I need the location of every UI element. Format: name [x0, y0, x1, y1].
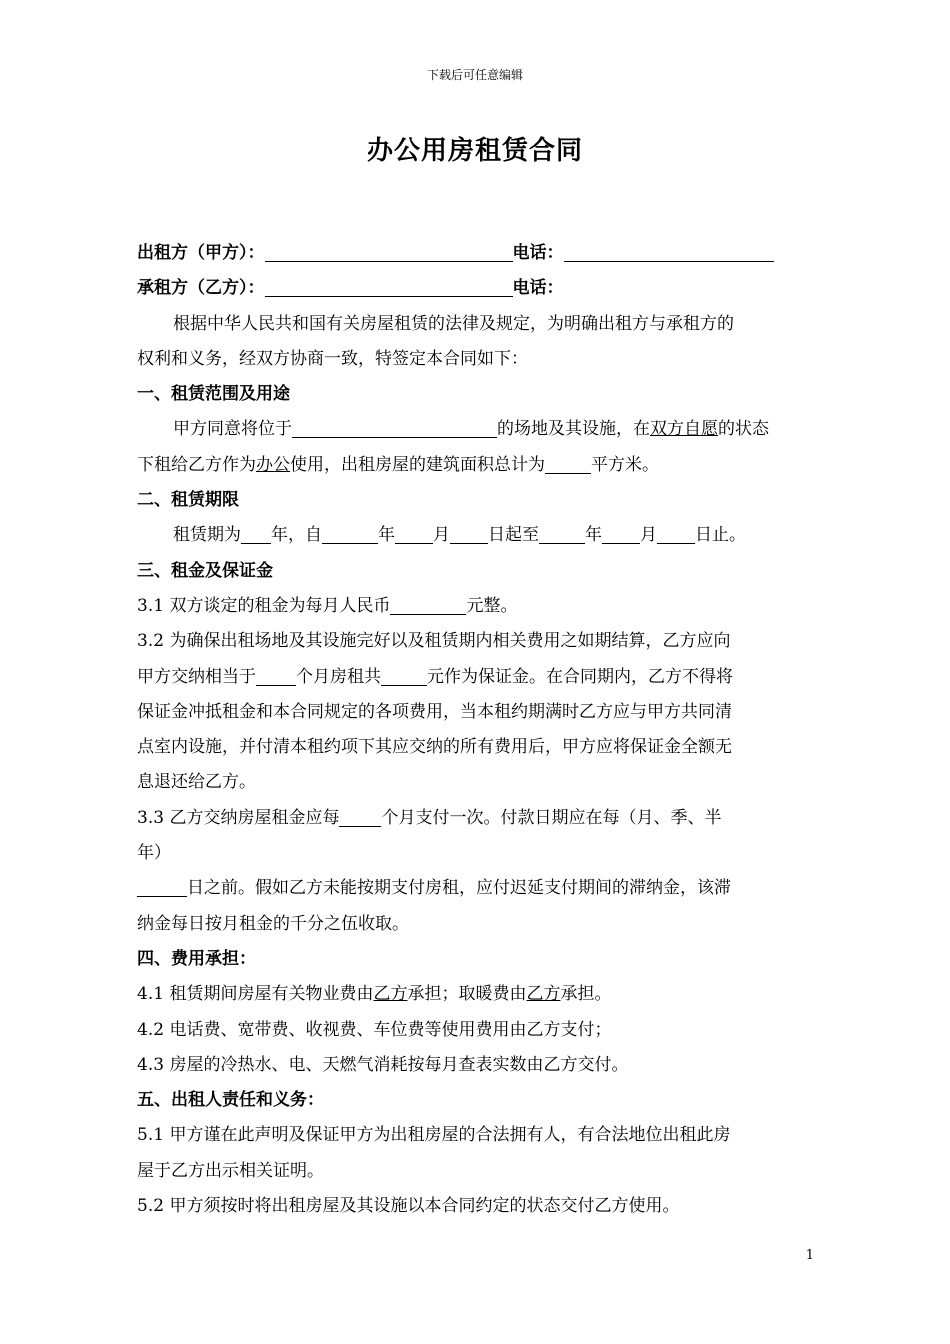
text-span: 的场地及其设施，在 — [497, 419, 650, 440]
start-year-blank — [322, 523, 378, 544]
section-5-heading: 五、出租人责任和义务： — [137, 1090, 324, 1111]
document-title: 办公用房租赁合同 — [366, 136, 583, 166]
party-b-phone-label: 电话： — [512, 278, 564, 299]
deposit-months-blank — [256, 665, 296, 686]
text-span: 年，自 — [271, 525, 322, 546]
text-span: 承担。 — [560, 984, 612, 1005]
clause-5-2: 5.2 甲方须按时将出租房屋及其设施以本合同约定的状态交付乙方使用。 — [137, 1196, 680, 1217]
location-blank — [292, 417, 497, 438]
text-span: 年 — [378, 525, 395, 546]
start-month-blank — [395, 523, 433, 544]
text-span: 年 — [585, 525, 602, 546]
payment-interval-blank — [339, 806, 381, 827]
text-span: 月 — [433, 525, 450, 546]
party-a-phone-blank — [564, 241, 774, 262]
section-2-line-1 — [137, 518, 817, 553]
end-day-blank — [657, 523, 695, 544]
clause-3-2-line-3: 保证金冲抵租金和本合同规定的各项费用，当本租约期满时乙方应与甲方共同清 — [137, 701, 732, 722]
clause-4-2: 4.2 电话费、宽带费、收视费、车位费等使用费用由乙方支付； — [137, 1019, 612, 1040]
text-span: 的状态 — [718, 419, 769, 440]
section-1-heading: 一、租赁范围及用途 — [137, 384, 290, 405]
end-year-blank — [539, 523, 585, 544]
text-span: 元作为保证金。在合同期内，乙方不得将 — [427, 666, 733, 687]
area-blank — [545, 453, 591, 474]
clause-3-2-line-1: 3.2 为确保出租场地及其设施完好以及租赁期内相关费用之如期结算，乙方应向 — [137, 631, 731, 652]
party-b-blank — [265, 276, 513, 297]
clause-3-3-line-3 — [137, 871, 817, 906]
clause-4-1 — [137, 977, 817, 1012]
section-2-heading: 二、租赁期限 — [137, 490, 239, 511]
text-span: 租赁期为 — [173, 525, 241, 546]
clause-3-3-line-2: 年） — [137, 843, 171, 864]
text-span: 3.3 乙方交纳房屋租金应每 — [137, 807, 340, 828]
underlined-term: 乙方 — [526, 984, 561, 1005]
text-span: 个月支付一次。付款日期应在每（月、季、半 — [381, 807, 722, 828]
clause-3-1 — [137, 589, 817, 624]
rent-amount-blank — [390, 594, 466, 615]
section-1-line-2 — [137, 448, 817, 483]
text-span: 日起至 — [488, 525, 539, 546]
party-a-phone-label: 电话： — [512, 243, 564, 263]
text-span: 日之前。假如乙方未能按期支付房租，应付迟延支付期间的滞纳金，该滞 — [187, 878, 731, 899]
page-number: 1 — [805, 1248, 814, 1263]
text-span: 月 — [640, 525, 657, 546]
text-span: 3.1 双方谈定的租金为每月人民币 — [137, 595, 391, 616]
text-span: 使用，出租房屋的建筑面积总计为 — [290, 454, 545, 475]
section-3-heading: 三、租金及保证金 — [137, 560, 273, 581]
section-1-line-1 — [137, 412, 817, 447]
underlined-term: 乙方 — [373, 984, 408, 1005]
section-4-heading: 四、费用承担： — [137, 948, 256, 969]
clause-3-2-line-4: 点室内设施，并付清本租约项下其应交纳的所有费用后，甲方应将保证金全额无 — [137, 737, 732, 758]
clause-3-3-line-1 — [137, 801, 817, 836]
start-day-blank — [450, 523, 488, 544]
party-a-line — [137, 236, 817, 271]
party-a-blank — [265, 241, 513, 262]
text-span: 平方米。 — [591, 454, 659, 475]
text-span: 日止。 — [695, 525, 746, 546]
text-span: 4.1 租赁期间房屋有关物业费由 — [137, 984, 374, 1005]
payment-day-blank — [137, 876, 187, 897]
intro-line-2: 权利和义务，经双方协商一致，特签定本合同如下： — [137, 348, 528, 369]
clause-5-1-line-2: 屋于乙方出示相关证明。 — [137, 1160, 324, 1181]
text-span: 甲方交纳相当于 — [137, 666, 256, 687]
intro-line-1: 根据中华人民共和国有关房屋租赁的法律及规定，为明确出租方与承租方的 — [173, 313, 734, 334]
party-b-line — [137, 271, 817, 306]
end-month-blank — [602, 523, 640, 544]
text-span: 甲方同意将位于 — [173, 419, 292, 440]
text-span: 承担；取暖费由 — [407, 984, 527, 1005]
text-span: 下租给乙方作为 — [137, 454, 256, 475]
clause-5-1-line-1: 5.1 甲方谨在此声明及保证甲方为出租房屋的合法拥有人，有合法地位出租此房 — [137, 1125, 731, 1146]
deposit-amount-blank — [381, 665, 427, 686]
clause-3-2-line-5: 息退还给乙方。 — [137, 772, 256, 793]
clause-3-2-line-2 — [137, 660, 817, 695]
underlined-term: 双方自愿 — [650, 419, 718, 440]
text-span: 个月房租共 — [296, 666, 381, 687]
party-b-label: 承租方（乙方）： — [137, 278, 265, 299]
clause-3-3-line-4: 纳金每日按月租金的千分之伍收取。 — [137, 913, 409, 934]
page-header: 下载后可任意编辑 — [426, 68, 523, 82]
text-span: 元整。 — [466, 595, 518, 616]
document-body — [137, 236, 817, 1224]
party-a-label: 出租方（甲方）： — [137, 243, 265, 263]
term-years-blank — [241, 523, 271, 544]
underlined-term: 办公 — [256, 454, 290, 475]
clause-4-3: 4.3 房屋的冷热水、电、天燃气消耗按每月查表实数由乙方交付。 — [137, 1054, 629, 1075]
